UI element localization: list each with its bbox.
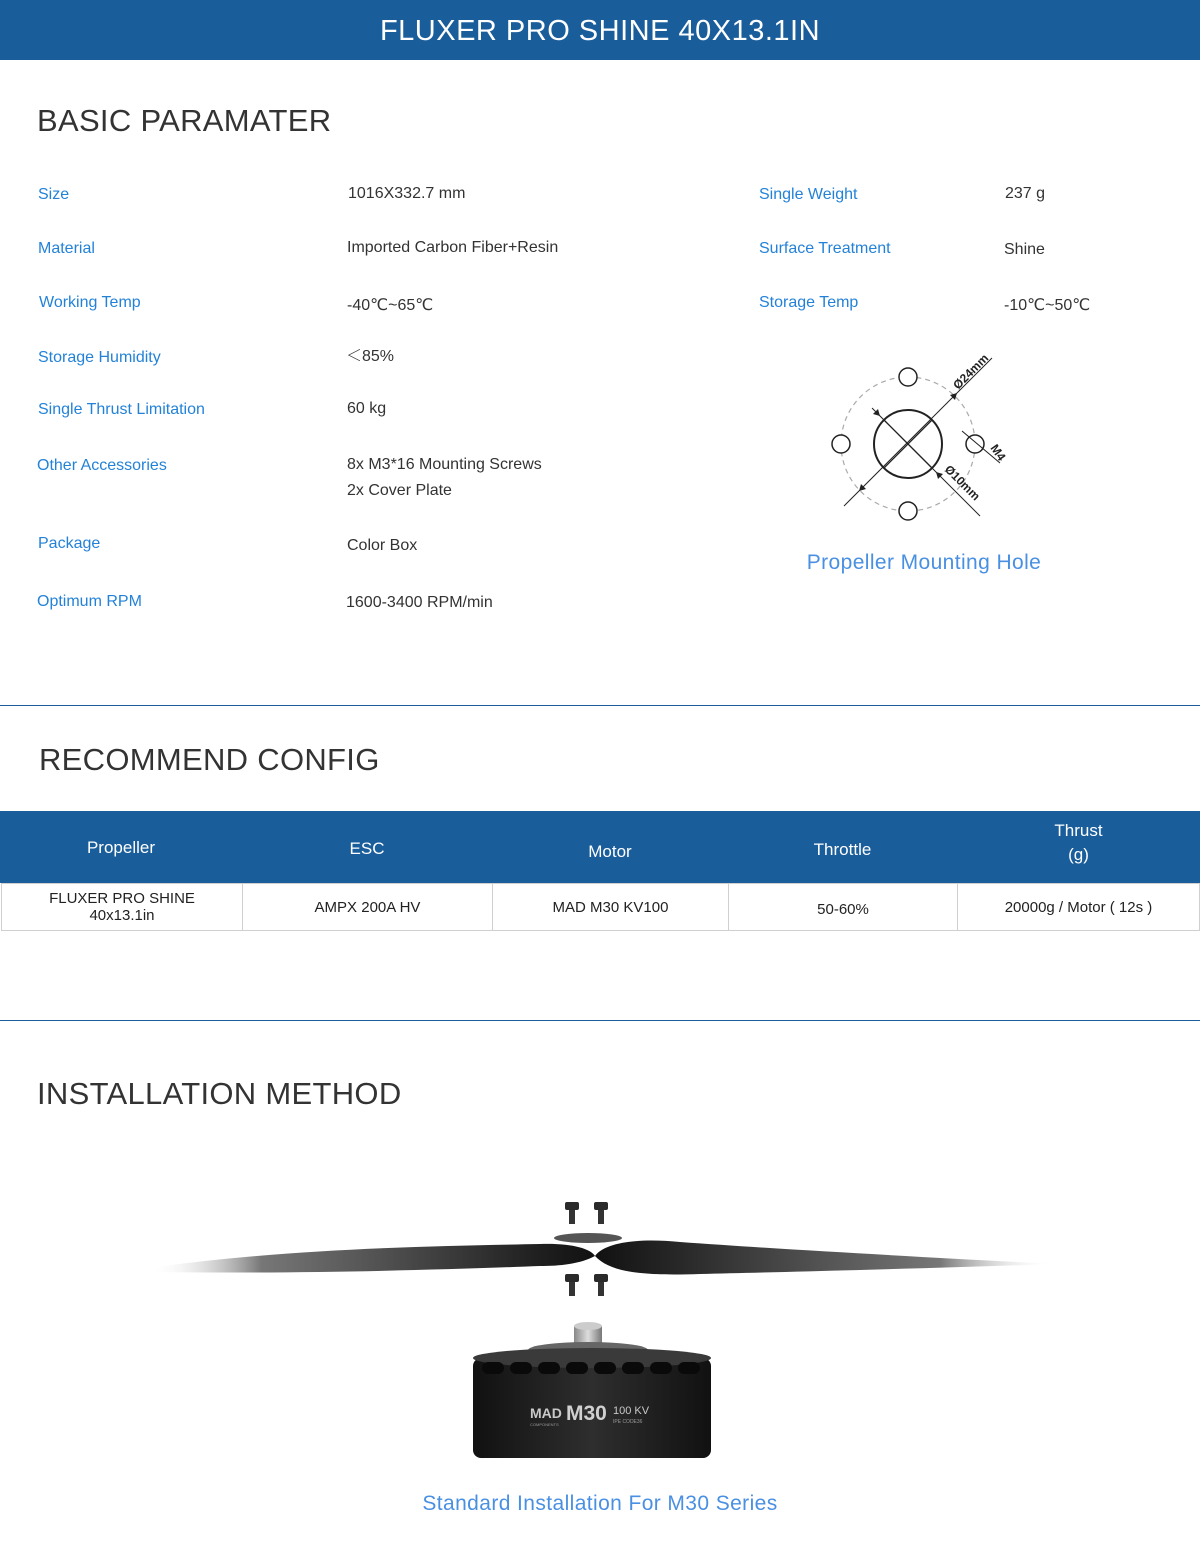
mounting-hole-diagram: [820, 340, 1030, 530]
td-propeller-line2: 40x13.1in: [89, 907, 155, 924]
param-value-storage-humidity: ＜85%: [346, 348, 395, 365]
th-thrust-unit: (g): [1068, 845, 1089, 864]
th-thrust: Thrust: [1054, 821, 1103, 840]
param-value-working-temp: -40℃~65℃: [347, 297, 434, 314]
screw-hole-top: [899, 368, 917, 386]
param-value-thrust-limit: 60 kg: [347, 400, 387, 417]
param-label-single-weight: Single Weight: [759, 186, 858, 203]
propeller-blade-right: [595, 1241, 1055, 1275]
recommend-config-title: RECOMMEND CONFIG: [39, 742, 380, 777]
dim-outer-text: Ø24mm: [950, 351, 992, 393]
mounting-hole-caption: Propeller Mounting Hole: [806, 551, 1042, 574]
bottom-screws: [565, 1274, 608, 1296]
td-propeller: [1, 883, 243, 931]
installation-illustration: [140, 1190, 1060, 1470]
param-value-material: Imported Carbon Fiber+Resin: [347, 239, 559, 256]
config-table-header: [0, 811, 1200, 883]
param-label-accessories: Other Accessories: [37, 457, 167, 474]
motor-model: M30: [566, 1402, 607, 1425]
param-value-single-weight: 237 g: [1005, 185, 1046, 202]
dim-screw-text: M4: [987, 441, 1009, 464]
param-label-working-temp: Working Temp: [39, 294, 141, 311]
propeller-blade-left: [150, 1244, 595, 1273]
th-propeller: Propeller: [86, 838, 156, 857]
td-esc: AMPX 200A HV: [242, 883, 493, 931]
motor-kv: 100 KV: [613, 1405, 650, 1417]
screw-hole-bottom: [899, 502, 917, 520]
param-value-optimum-rpm: 1600-3400 RPM/min: [346, 594, 493, 611]
param-label-material: Material: [38, 240, 95, 257]
motor-code: IPE CODE36: [613, 1419, 643, 1425]
installation-method-title: INSTALLATION METHOD: [37, 1076, 402, 1111]
param-label-storage-humidity: Storage Humidity: [38, 349, 161, 366]
param-label-optimum-rpm: Optimum RPM: [37, 593, 142, 610]
screw-hole-left: [832, 435, 850, 453]
param-value-surface-treatment: Shine: [1004, 241, 1045, 258]
param-value-package: Color Box: [347, 537, 418, 554]
th-motor: Motor: [588, 842, 632, 861]
param-label-package: Package: [38, 535, 101, 552]
param-value-storage-temp: -10℃~50℃: [1004, 297, 1091, 314]
th-esc: ESC: [349, 839, 385, 858]
cover-plate: [554, 1233, 622, 1243]
dim-inner-text: Ø10mm: [941, 462, 983, 504]
installation-caption: Standard Installation For M30 Series: [422, 1492, 778, 1515]
td-propeller-line1: FLUXER PRO SHINE: [49, 890, 195, 907]
motor-sub: COMPONENTS: [530, 1422, 559, 1427]
section-divider: [0, 705, 1200, 706]
param-label-storage-temp: Storage Temp: [759, 294, 859, 311]
param-value-accessories-plate: 2x Cover Plate: [347, 482, 452, 499]
screw-hole-right: [966, 435, 984, 453]
section-divider-2: [0, 1020, 1200, 1021]
config-table-row: [0, 883, 1200, 933]
td-thrust: 20000g / Motor ( 12s ): [957, 883, 1200, 931]
param-label-surface-treatment: Surface Treatment: [759, 240, 891, 257]
basic-parameter-title: BASIC PARAMATER: [37, 103, 332, 138]
td-motor: MAD M30 KV100: [492, 883, 729, 931]
td-throttle: 50-60%: [728, 883, 958, 931]
top-screws: [565, 1202, 608, 1224]
param-label-thrust-limit: Single Thrust Limitation: [38, 401, 205, 418]
page-title: FLUXER PRO SHINE 40X13.1IN: [379, 15, 821, 47]
param-value-accessories-screws: 8x M3*16 Mounting Screws: [347, 456, 542, 473]
th-throttle: Throttle: [813, 840, 872, 859]
motor-brand: MAD: [530, 1405, 562, 1421]
param-value-size: 1016X332.7 mm: [348, 185, 466, 202]
param-label-size: Size: [38, 186, 70, 203]
